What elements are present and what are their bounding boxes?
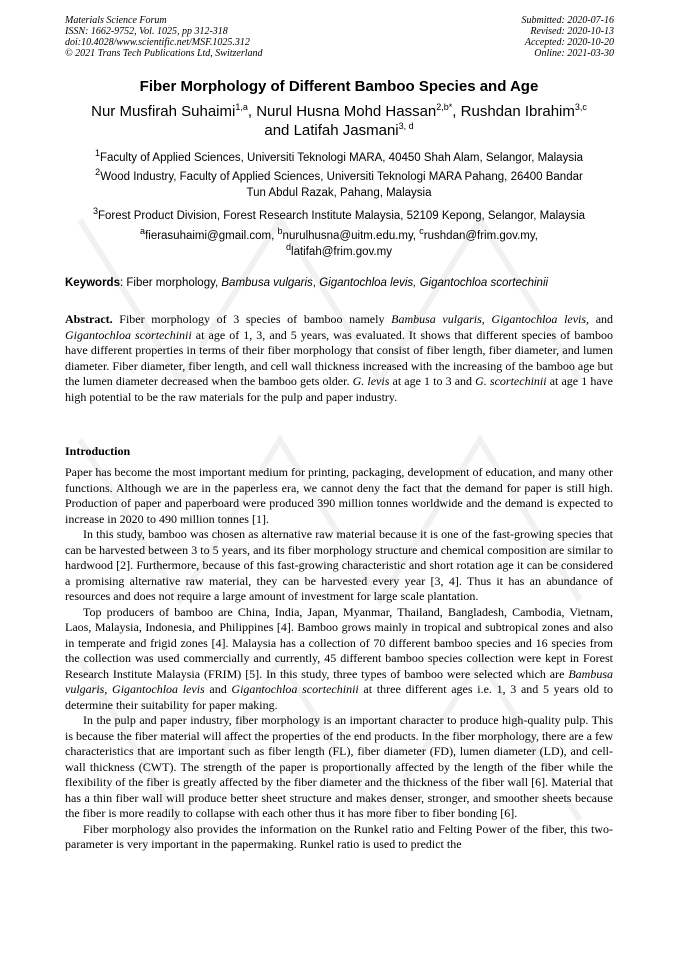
email-link[interactable]: nurulhusna@uitm.edu.my, <box>282 230 420 242</box>
author-sup: 3,c <box>574 102 587 112</box>
paragraph: In the pulp and paper industry, fiber morphology is an important character to produce high-quality pulp. This is because the fiber material will affect the properties of the end products. In the fiber morphology, there are a few characteristics that are important such as fiber length (FL), fiber diameter (FD), lumen diameter (LD), and cell-wall thickness (CWT). The strength of the paper is proportionally affected by the length of the fiber while the flexibility of the fiber is greatly affected by the fiber diameter and the thickness of the fiber wall [6]. Material that has a thin fiber wall will produce better sheet structure and makes denser, stronger, and smoother sheets because the fiber is more readily to collapse with each other thus it has more fiber to fiber bonding [6]. <box>65 713 613 820</box>
keywords: Keywords: Fiber morphology, Bambusa vulgaris, Gigantochloa levis, Gigantochloa scortechinii <box>65 277 549 289</box>
author-sup: 3, d <box>398 121 414 131</box>
paper-title: Fiber Morphology of Different Bamboo Species and Age <box>139 78 539 95</box>
introduction-body <box>65 465 613 853</box>
affiliation-1: $^1$Faculty of Applied Sciences, Universiti Teknologi MARA, 40450 Shah Alam, Selangor, Malaysia <box>94 148 584 164</box>
paragraph: Fiber morphology also provides the information on the Runkel ratio and Felting Power of the fiber, this two-parameter is very important in the papermaking. Runkel ratio is used to predict the <box>65 821 613 851</box>
author-name: Nurul Husna Mohd Hassan <box>256 103 437 120</box>
copyright-line: © 2021 Trans Tech Publications Ltd, Switzerland <box>65 48 263 59</box>
issn-line: ISSN: 1662-9752, Vol. 1025, pp 312-318 <box>65 26 228 37</box>
author-name: Latifah Jasmani <box>293 122 399 139</box>
abstract: Abstract. Fiber morphology of 3 species of bamboo namely Bambusa vulgaris, Gigantochloa levis, and Gigantochloa scortechinii at age of 1, 3, and 5 years, was evaluated. It shows that different species of bamboo have different properties in terms of their fiber morphology that consist of fiber length, fiber diameter, and lumen diameter. Fiber diameter, fiber length, and cell wall thickness increased with the increasing of the bamboo age but the lumen diameter decreased when the bamboo gets older. G. levis at age 1 to 3 and G. scortechinii at age 1 have high potential to be the raw materials for the pulp and paper industry. <box>65 312 614 404</box>
revised-date: Revised: 2020-10-13 <box>530 26 614 37</box>
submitted-date: Submitted: 2020-07-16 <box>521 15 614 26</box>
author-list: Nur Musfirah Suhaimi$^{1,a}$, Nurul Husna Mohd Hassan$^{2,b*}$, Rushdan Ibrahim$^{3,c}$ and Latifah Jasmani$^{3, d}$ <box>91 102 587 139</box>
email-link[interactable]: rushdan@frim.gov.my, <box>423 230 538 242</box>
author-sup: 1,a <box>235 102 248 112</box>
affiliation-2: $^2$Wood Industry, Faculty of Applied Sciences, Universiti Teknologi MARA Pahang, 26400 Bandar Tun Abdul Razak, Pahang, Malaysia <box>95 167 583 199</box>
publication-dates <box>522 15 615 59</box>
accepted-date: Accepted: 2020-10-20 <box>524 37 614 48</box>
journal-name: Materials Science Forum <box>65 15 167 26</box>
email-link[interactable]: latifah@frim.gov.my <box>291 246 392 258</box>
doi-line: doi:10.4028/www.scientific.net/MSF.1025.312 <box>65 37 250 48</box>
author-sup: 2,b* <box>436 102 453 112</box>
section-heading: Introduction <box>65 444 131 458</box>
author-name: Nur Musfirah Suhaimi <box>91 103 236 120</box>
email-list: $^a$fierasuhaimi@gmail.com, $^b$nurulhusna@uitm.edu.my, $^c$rushdan@frim.gov.my, $^d$latifah@frim.gov.my <box>140 226 538 258</box>
paragraph: In this study, bamboo was chosen as alternative raw material because it is one of the fast-growing species that can be harvested between 3 to 5 years, and its fiber morphology structure and chemical composition are similar to hardwood [2]. Furthermore, because of this fast-growing characteristic and short rotation age it can be considered a promising alternative raw material, they can be harvested every year [3, 4]. Thus it has an abundance of resources and does not require a large amount of investment for large scale plantation. <box>65 527 613 603</box>
keywords-label: Keywords <box>65 277 120 289</box>
online-date: Online: 2021-03-30 <box>534 48 614 59</box>
author-name: Rushdan Ibrahim <box>460 103 575 120</box>
affiliation-3: $^3$Forest Product Division, Forest Research Institute Malaysia, 52109 Kepong, Selangor, Malaysia <box>92 206 586 222</box>
abstract-label: Abstract. <box>65 312 113 326</box>
journal-info <box>65 15 263 59</box>
paragraph: Paper has become the most important medium for printing, packaging, development of education, and many other functions. Although we are in the paperless era, we cannot deny the fact that the demand for paper is still high. Production of paper and paperboard were produced 390 million tonnes worldwide and the demand is expected to increase in 2020 to 490 million tonnes [1]. <box>65 465 613 526</box>
paragraph: Top producers of bamboo are China, India, Japan, Myanmar, Thailand, Bangladesh, Cambodia, Vietnam, Laos, Malaysia, Indonesia, and Philippines [4]. Bamboo grows mainly in tropical and subtropical zones and also in temperate and frigid zones [4]. Malaysia has a collection of 70 different bamboo species and 16 species from the collection was used commercially and currently, 45 different bamboo species collection were kept in Forest Research Institute Malaysia (FRIM) [5]. In this study, three types of bamboo were selected which are Bambusa vulgaris, Gigantochloa levis and Gigantochloa scortechinii at three different ages i.e. 1, 3 and 5 years old to determine their suitability for paper making. <box>65 604 614 712</box>
email-link[interactable]: fierasuhaimi@gmail.com, <box>145 230 278 242</box>
